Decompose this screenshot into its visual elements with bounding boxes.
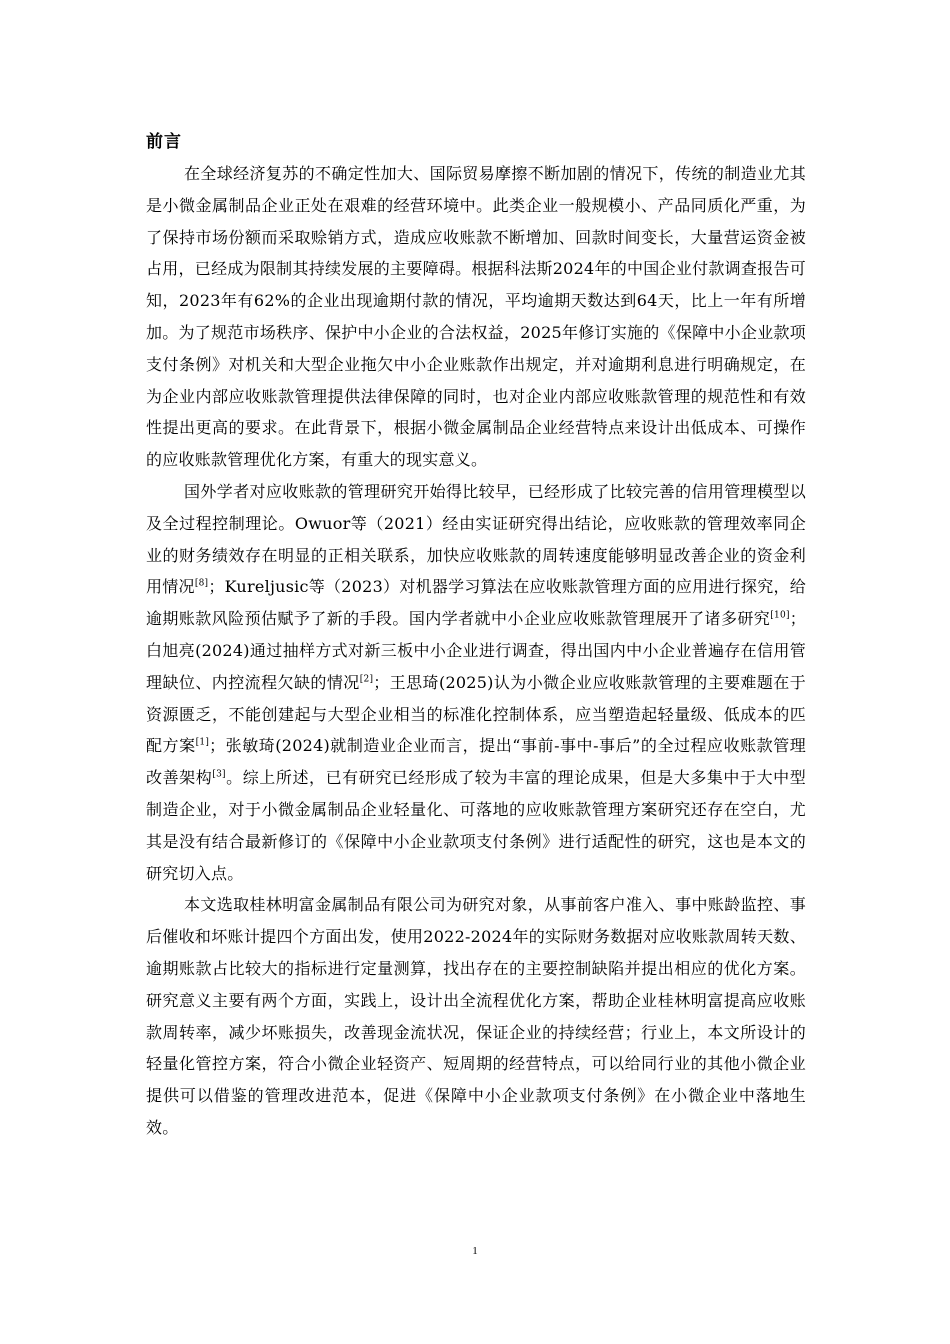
page-number: 1 [472, 1245, 478, 1257]
paragraph-background [146, 158, 806, 476]
citation-marker: [1] [195, 738, 210, 749]
paragraph-research-design [146, 889, 806, 1143]
paragraph-literature-review [146, 476, 806, 889]
paragraph-text: ；张敏琦(2024)就制造业企业而言，提出“事前-事中-事后”的全过程应收账款管理改善架构 [146, 736, 806, 788]
body-text [146, 158, 806, 1144]
citation-marker: [2] [359, 674, 374, 685]
paragraph-text: 本文选取桂林明富金属制品有限公司为研究对象，从事前客户准入、事中账龄监控、事后催收和坏账计提四个方面出发，使用2022-2024年的实际财务数据对应收账款周转天数、逾期账款占比较大的指标进行定量测算，找出存在的主要控制缺陷并提出相应的优化方案。研究意义主要有两个方面，实践上，设计出全流程优化方案，帮助企业桂林明富提高应收账款周转率，减少坏账损失，改善现金流状况，保证企业的持续经营；行业上，本文所设计的轻量化管控方案，符合小微企业轻资产、短周期的经营特点，可以给同行业的其他小微企业提供可以借鉴的管理改进范本，促进《保障中小企业款项支付条例》在小微企业中落地生效。 [146, 895, 806, 1137]
paragraph-text: 国外学者对应收账款的管理研究开始得比较早，已经形成了比较完善的信用管理模型以及全过程控制理论。Owuor等（2021）经由实证研究得出结论，应收账款的管理效率同企业的财务绩效存在明显的正相关联系，加快应收账款的周转速度能够明显改善企业的资金利用情况 [146, 481, 806, 597]
paragraph-text: ；白旭亮(2024)通过抽样方式对新三板中小企业进行调查，得出国内中小企业普遍存在信用管理缺位、内控流程欠缺的情况 [146, 609, 806, 692]
citation-marker: [8] [194, 579, 209, 590]
citation-marker: [3] [212, 769, 226, 780]
section-heading: 前言 [146, 132, 182, 152]
citation-marker: [10] [770, 610, 790, 621]
paragraph-text: ；Kureljusic等（2023）对机器学习算法在应收账款管理方面的应用进行探究，给逾期账款风险预估赋予了新的手段。国内学者就中小企业应收账款管理展开了诸多研究 [146, 577, 806, 629]
paragraph-text: 。综上所述，已有研究已经形成了较为丰富的理论成果，但是大多集中于大中型制造企业，对于小微金属制品企业轻量化、可落地的应收账款管理方案研究还存在空白，尤其是没有结合最新修订的《保障中小企业款项支付条例》进行适配性的研究，这也是本文的研究切入点。 [146, 768, 806, 883]
paragraph-text: ；王思琦(2025)认为小微企业应收账款管理的主要难题在于资源匮乏，不能创建起与大型企业相当的标准化控制体系，应当塑造起轻量级、低成本的匹配方案 [146, 672, 806, 756]
paragraph-text: 在全球经济复苏的不确定性加大、国际贸易摩擦不断加剧的情况下，传统的制造业尤其是小微金属制品企业正处在艰难的经营环境中。此类企业一般规模小、产品同质化严重，为了保持市场份额而采取赊销方式，造成应收账款不断增加、回款时间变长，大量营运资金被占用，已经成为限制其持续发展的主要障碍。根据科法斯2024年的中国企业付款调查报告可知，2023年有62%的企业出现逾期付款的情况，平均逾期天数达到64天，比上一年有所增加。为了规范市场秩序、保护中小企业的合法权益，2025年修订实施的《保障中小企业款项支付条例》对机关和大型企业拖欠中小企业账款作出规定，并对逾期利息进行明确规定，在为企业内部应收账款管理提供法律保障的同时，也对企业内部应收账款管理的规范性和有效性提出更高的要求。在此背景下，根据小微金属制品企业经营特点来设计出低成本、可操作的应收账款管理优化方案，有重大的现实意义。 [146, 164, 806, 470]
